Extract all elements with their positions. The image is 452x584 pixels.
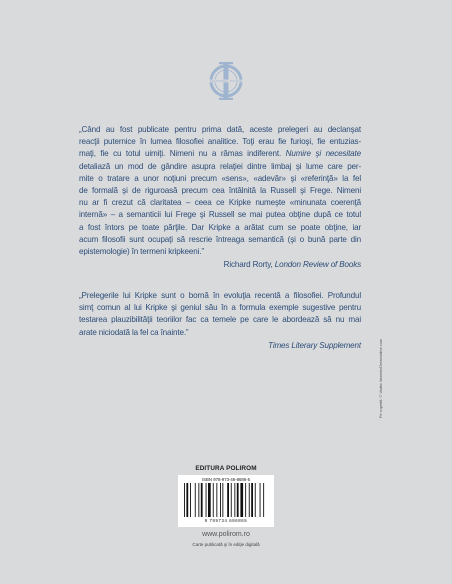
quote-line: maţi, fie cu totul uimiţi. Nimeni nu a rămas indiferent. Numire şi necesitate bbox=[79, 149, 361, 159]
quote-rorty bbox=[79, 124, 361, 271]
publisher-website: www.polirom.ro bbox=[202, 531, 250, 538]
publisher-name: EDITURA POLIROM bbox=[195, 465, 257, 472]
quote-line: „Când au fost publicate pentru prima dată, aceste prelegeri au declanşat bbox=[79, 125, 361, 134]
quote-line: internă» – a semanticii lui Frege şi Russell se mai putea obţine după ce totul bbox=[79, 210, 361, 220]
quote-line: detaliază un mod de gândire asupra relaţiei dintre limbaj şi lume care per- bbox=[79, 161, 361, 171]
logo-ring-text: PHILOSOPHIA · POLIROM bbox=[210, 80, 242, 84]
cover-image-credit: Pe copertă: © Vadim Vasenin/Dreamstime.com bbox=[379, 338, 383, 418]
quote-attribution bbox=[79, 340, 361, 352]
quote-source: Times Literary Supplement bbox=[268, 340, 361, 350]
quote-line: mite o tratare a unor noţiuni precum «sens», «adevăr» şi «referinţă» la fel bbox=[79, 173, 361, 183]
quote-line: de formală şi de riguroasă precum cea întâlnită la Russell şi Frege. Nimeni bbox=[79, 186, 361, 196]
quote-line: reacţii puternice în lumea filosofiei analitice. Toţi erau fie furioşi, fie entuzias- bbox=[79, 137, 361, 147]
quote-line: arate niciodată la fel ca înainte.” bbox=[79, 327, 189, 337]
quote-tls bbox=[79, 290, 361, 352]
quote-line: simţ comun al lui Kripke şi geniul său în a formula exemple sugestive pentru bbox=[79, 303, 361, 313]
quote-line: a fost întors pe toate părţile. Dar Kripke a arătat cum se poate obţine, iar bbox=[79, 222, 361, 232]
quote-line: acum filosofii sunt ocupaţi să rescrie întreaga semantică (şi o bună parte din bbox=[79, 234, 361, 244]
isbn-label: ISBN 978-973-46-8686-5 bbox=[201, 477, 250, 482]
quote-source: London Review of Books bbox=[274, 260, 361, 270]
quote-line: „Prelegerile lui Kripke sunt o bornă în evoluţia recentă a filosofiei. Profundul bbox=[79, 291, 361, 300]
digital-edition-note: Carte publicată şi în ediţie digitală bbox=[192, 542, 260, 547]
isbn-digits: 9 789734 686865 bbox=[204, 518, 248, 523]
quote-line: nu ar fi crezut că claritatea – ceea ce Kripke numeşte «minunata coerenţă bbox=[79, 198, 361, 208]
quote-line: testarea plauzibilităţii teoriilor fac ca temele pe care le abordează să nu mai bbox=[79, 315, 361, 325]
quote-attribution bbox=[79, 259, 361, 271]
barcode-icon bbox=[183, 483, 269, 517]
quote-line: epistemologie) în termeni kripkeeni.” bbox=[79, 247, 204, 257]
quote-author: Richard Rorty, bbox=[223, 260, 275, 270]
polirom-emblem-icon bbox=[196, 57, 256, 105]
book-title: Numire şi necesitate bbox=[285, 149, 361, 159]
